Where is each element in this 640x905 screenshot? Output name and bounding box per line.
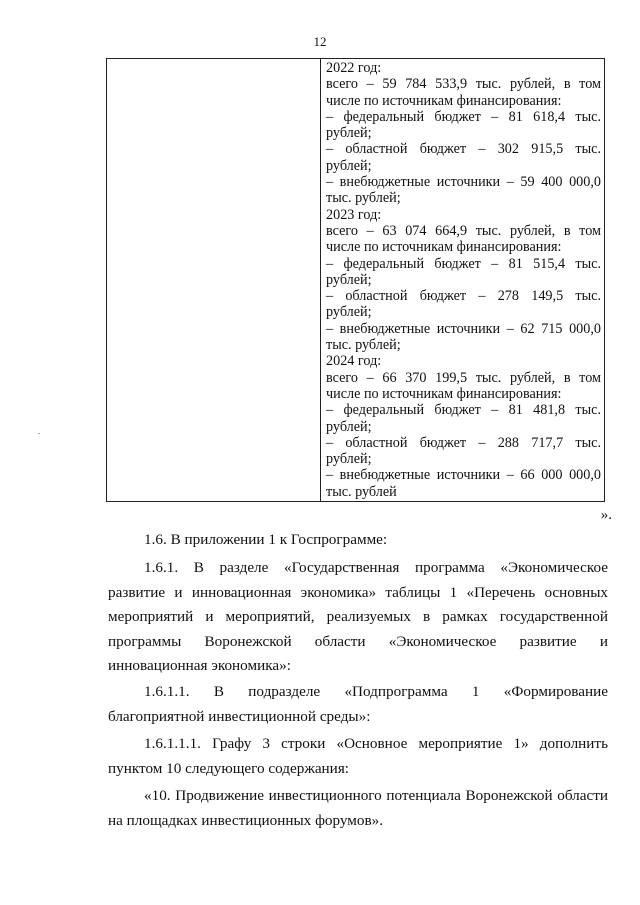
paragraph-line: 1.6.1. В разделе «Государственная программа «Экономическое [144,559,608,576]
table-line: – областной бюджет – 302 915,5 тыс. [326,141,601,158]
table-line: – федеральный бюджет – 81 618,4 тыс. [326,108,601,125]
table-line: 2022 год: [326,60,382,76]
table-line: 2024 год: [326,353,382,370]
paragraph-line: 1.6.1.1. В подразделе «Подпрограмма 1 «Формирование [144,683,608,700]
paragraph-line: развитие и инновационная экономика» таблицы 1 «Перечень основных [108,583,608,601]
table-line: – внебюджетные источники – 59 400 000,0 [326,174,601,191]
table-line: рублей; [326,271,372,288]
table-line: – внебюджетные источники – 66 000 000,0 [326,467,601,484]
table-line: числе по источникам финансирования: [326,92,562,109]
table-line: – областной бюджет – 278 149,5 тыс. [326,288,601,305]
table-line: рублей; [326,304,372,321]
paragraph [108,680,608,729]
table-line: тыс. рублей; [326,190,401,207]
paragraph [108,784,608,833]
paragraph [108,732,608,781]
table-line: всего – 66 370 199,5 тыс. рублей, в том [326,369,601,386]
table-left-cell [107,59,321,501]
paragraph [108,556,608,679]
table-line: 2023 год: [326,206,382,223]
quote-close: ». [600,507,612,523]
table-line: тыс. рублей [326,483,397,500]
table-line: – областной бюджет – 288 717,7 тыс. [326,434,601,451]
paragraph-line: 1.6.1.1.1. Графу 3 строки «Основное мероприятие 1» дополнить [144,735,608,752]
table-line: – федеральный бюджет – 81 515,4 тыс. [326,255,601,272]
table-line: всего – 63 074 664,9 тыс. рублей, в том [326,222,601,239]
table-line: числе по источникам финансирования: [326,239,562,256]
table-line: рублей; [326,125,372,142]
margin-mark: . [38,426,41,436]
funding-table [106,58,605,502]
paragraph [108,528,608,553]
paragraph-line: мероприятий и мероприятий, реализуемых в рамках государственной [108,608,608,625]
paragraph-line: на площадках инвестиционных форумов». [108,811,384,829]
paragraph-line: «10. Продвижение инвестиционного потенциала Воронежской области [144,787,608,804]
table-right-cell [326,60,601,500]
paragraph-line: 1.6. В приложении 1 к Госпрограмме: [144,531,388,548]
table-line: рублей; [326,451,372,468]
table-line: – внебюджетные источники – 62 715 000,0 [326,320,601,337]
table-line: всего – 59 784 533,9 тыс. рублей, в том [326,76,601,93]
table-line: рублей; [326,157,372,174]
page-number: 12 [313,34,327,49]
table-line: тыс. рублей; [326,337,401,354]
paragraph-line: программы Воронежской области «Экономическое развитие и [108,632,608,650]
table-line: рублей; [326,418,372,435]
paragraph-line: инновационная экономика»: [108,657,291,674]
paragraph-line: благоприятной инвестиционной среды»: [108,707,371,725]
table-line: – федеральный бюджет – 81 481,8 тыс. [326,402,601,419]
table-line: числе по источникам финансирования: [326,385,562,402]
paragraph-line: пунктом 10 следующего содержания: [108,759,350,777]
